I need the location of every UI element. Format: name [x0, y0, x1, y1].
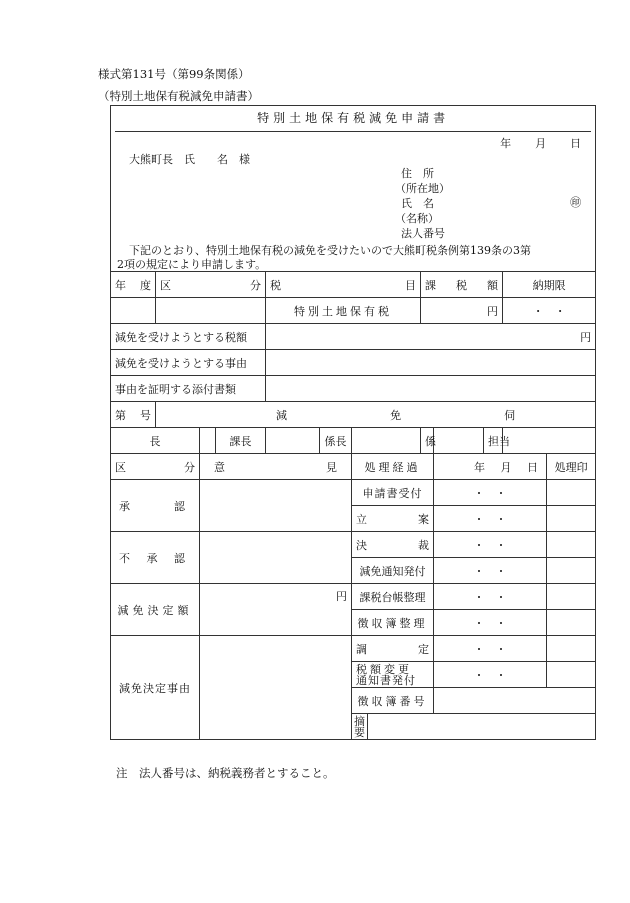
- remarks-label: 摘 要: [352, 714, 368, 740]
- addressee: 大熊町長 氏 名 様: [129, 153, 250, 166]
- tax-header-row: 年 度 区 分 税 目 課 税 額 納期限: [111, 272, 596, 298]
- amount-unit: 円: [266, 324, 596, 350]
- process-header-row: 区 分 意 見 処理経過 年 月 日 処理印: [111, 454, 596, 480]
- step-received: 申請書受付: [352, 480, 434, 506]
- step-notice: 減免通知発付: [352, 558, 434, 584]
- inquiry-row: 第 号 減 免 伺: [111, 402, 596, 428]
- application-form: 特別土地保有税減免申請書 年 月 日 大熊町長 氏 名 様 住 所 （所在地） 氏 名 ㊞ （名称） 法人番号 下記のとおり、特別土地保有税の減免を受けたいので大熊町税条例第139条の3第 2項の規定により申請します。 年 度 区 分 税 目 課 税 額 納期限 特別土地保有税 円 ・ ・ 減免を受けようとする税額 円 減免を受けようとする事由 事由を証明する添付書類 第 号 減 免 伺 長 課長 係長 係 担当 区 分 意 見 処理経過 年 月 日 処理印 承 認 申請書受付 ・ ・ 立 案 ・ ・ 不 承 認 決 裁 ・ ・ 減免通知発付 ・ ・ 減免決定額 円 課税台帳整理 ・ ・ 徴収簿整理 ・ ・ 減免決定事由 調 定 ・ ・ 税額変更 通知書発付 ・ ・ 徴収簿番号 摘 要: [110, 105, 596, 740]
- form-subtitle: （特別土地保有税減免申請書）: [98, 89, 259, 103]
- step-collect-book: 徴収簿整理: [352, 610, 434, 636]
- amount-label: 減免を受けようとする税額: [111, 324, 266, 350]
- reason-label: 減免を受けようとする事由: [111, 350, 266, 376]
- approver-row: 長 課長 係長 係 担当: [111, 428, 596, 454]
- applicant-name: 氏 名: [401, 197, 434, 210]
- step-collect-no: 徴収簿番号: [352, 688, 434, 714]
- tax-data-row: [111, 298, 596, 324]
- reason-row: [111, 350, 596, 376]
- date-month: 月: [535, 137, 547, 150]
- decided-reason-label: 減免決定事由: [111, 636, 200, 740]
- applicant-address: 住 所: [401, 167, 434, 180]
- decided-amount-label: 減免決定額: [111, 584, 200, 636]
- due-header: 納期限: [503, 272, 596, 298]
- due-dots: ・ ・: [503, 298, 596, 324]
- date-day: 日: [570, 137, 582, 150]
- date-year: 年: [500, 137, 512, 150]
- applicant-name-alt: （名称）: [395, 212, 439, 225]
- header-block: [111, 106, 596, 272]
- seal-mark: ㊞: [570, 196, 582, 209]
- step-change-notice: 税額変更 通知書発付: [352, 662, 434, 688]
- step-ledger: 課税台帳整理: [352, 584, 434, 610]
- footnote: 注 法人番号は、納税義務者とすること。: [116, 766, 335, 780]
- docs-row: [111, 376, 596, 402]
- applicant-corp-no: 法人番号: [401, 227, 445, 240]
- tax-yen: 円: [421, 298, 503, 324]
- tax-name: 特別土地保有税: [266, 298, 421, 324]
- form-label: 様式第131号（第99条関係）: [98, 67, 250, 81]
- amount-row: [111, 324, 596, 350]
- statement-line-1: 下記のとおり、特別土地保有税の減免を受けたいので大熊町税条例第139条の3第: [129, 244, 531, 257]
- docs-label: 事由を証明する添付書類: [111, 376, 266, 402]
- applicant-location: （所在地）: [395, 182, 450, 195]
- form-title: 特別土地保有税減免申請書: [115, 106, 591, 132]
- statement-line-2: 2項の規定により申請します。: [117, 258, 267, 271]
